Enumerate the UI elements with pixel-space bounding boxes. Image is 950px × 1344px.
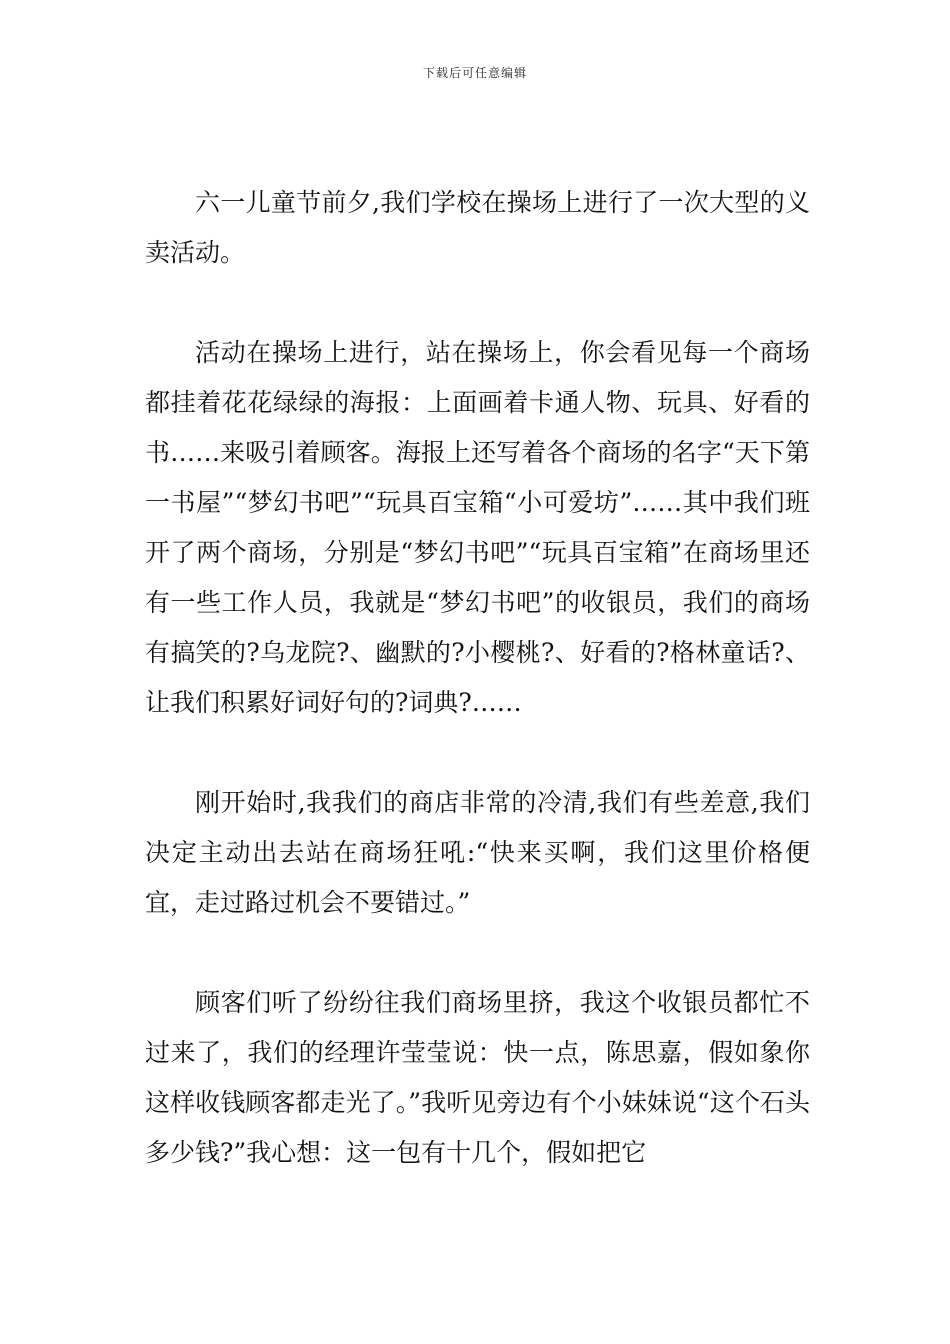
paragraph-3: 刚开始时,我我们的商店非常的冷清,我们有些差意,我们决定主动出去站在商场狂吼:“快来买啊，我们这里价格便宜，走过路过机会不要错过。” <box>145 788 810 917</box>
paragraph-4: 顾客们听了纷纷往我们商场里挤，我这个收银员都忙不过来了，我们的经理许莹莹说：快一点，陈思嘉，假如象你这样收钱顾客都走光了。”我听见旁边有个小妹妹说“这个石头多少钱?”我心想：这一包有十几个，假如把它 <box>145 988 810 1167</box>
page-header-note: 下载后可任意编辑 <box>422 66 527 80</box>
paragraph-1: 六一儿童节前夕,我们学校在操场上进行了一次大型的义卖活动。 <box>145 188 810 267</box>
article-body <box>145 178 810 1178</box>
paragraph-2: 活动在操场上进行，站在操场上，你会看见每一个商场都挂着花花绿绿的海报：上面画着卡通人物、玩具、好看的书……来吸引着顾客。海报上还写着各个商场的名字“天下第一书屋”“梦幻书吧”“玩具百宝箱“小可爱坊”……其中我们班开了两个商场，分别是“梦幻书吧”“玩具百宝箱”在商场里还有一些工作人员，我就是“梦幻书吧”的收银员，我们的商场有搞笑的?乌龙院?、幽默的?小樱桃?、好看的?格林童话?、让我们积累好词好句的?词典?…… <box>145 338 810 717</box>
